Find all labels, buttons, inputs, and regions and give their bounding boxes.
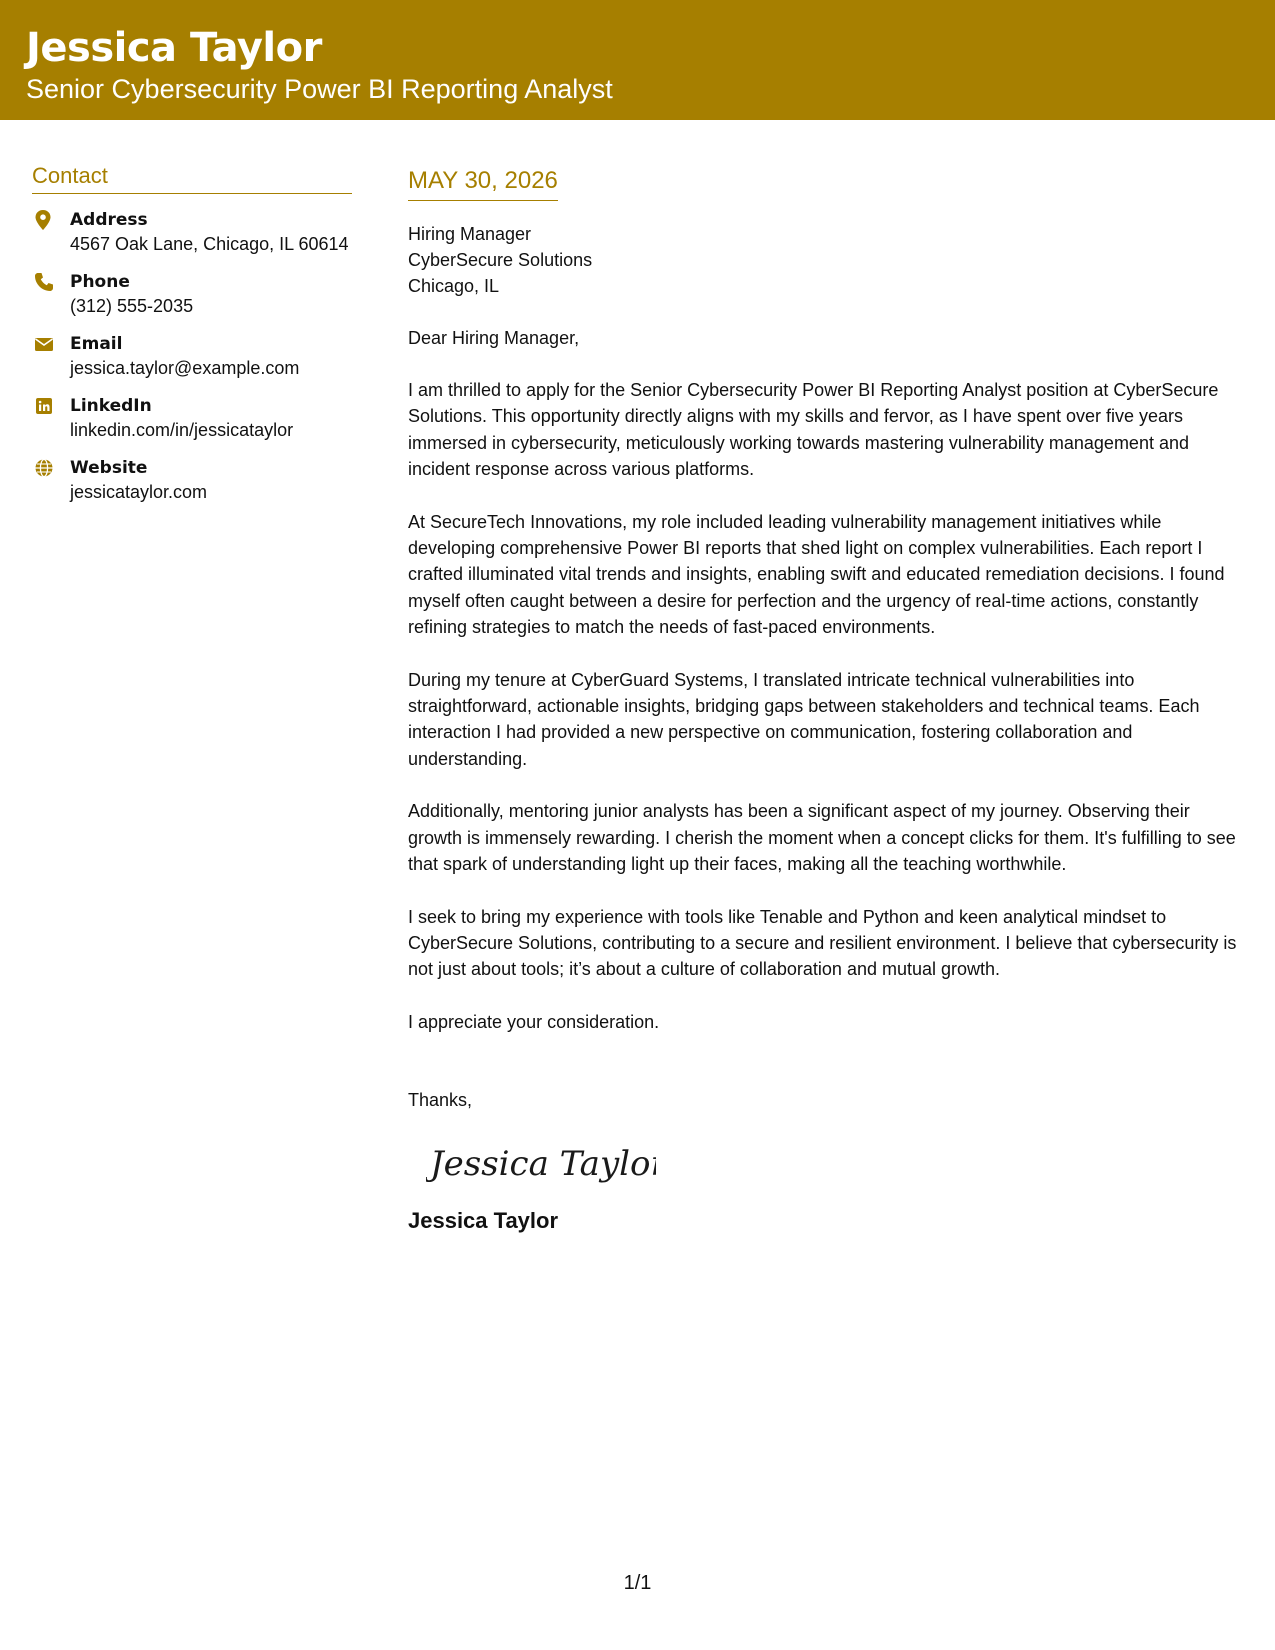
signer-name: Jessica Taylor (408, 1208, 559, 1234)
letter-paragraph: I appreciate your consideration. (408, 1011, 660, 1032)
page-header (0, 0, 1275, 120)
letter-paragraph: During my tenure at CyberGuard Systems, I translated intricate technical vulnerabilities into straightforward, actionable insights, bridging gaps between stakeholders and technical teams. Each interaction I had provided a new perspective on communication, fostering collaboration and understanding. (408, 669, 1200, 769)
contact-item-linkedin (32, 394, 352, 442)
salutation: Dear Hiring Manager, (408, 328, 580, 348)
contact-label: Phone (70, 272, 130, 292)
contact-list (32, 208, 352, 504)
letter-paragraph: At SecureTech Innovations, my role included leading vulnerability management initiatives while developing comprehensive Power BI reports that shed light on complex vulnerabilities. Each report I crafted illuminated vital trends and insights, enabling swift and educated remediation decisions. I found myself often caught between a desire for perfection and the urgency of real-time actions, constantly refining strategies to match the needs of fast-paced environments. (408, 511, 1225, 638)
recipient-line: CyberSecure Solutions (408, 250, 593, 270)
contact-label: Website (70, 458, 148, 478)
contact-value: 4567 Oak Lane, Chicago, IL 60614 (70, 234, 349, 254)
map-pin-icon (34, 210, 54, 230)
handwritten-signature (426, 1135, 656, 1195)
applicant-name: Jessica Taylor (26, 25, 322, 71)
recipient-line: Chicago, IL (408, 276, 500, 296)
contact-value: jessica.taylor@example.com (70, 358, 300, 378)
page-number: 1/1 (623, 1572, 652, 1594)
phone-icon (34, 272, 54, 292)
envelope-icon (34, 334, 54, 354)
contact-label: Address (70, 210, 148, 230)
contact-label: Email (70, 334, 123, 354)
contact-item-phone (32, 270, 352, 318)
recipient-block (408, 221, 1248, 299)
applicant-role: Senior Cybersecurity Power BI Reporting Analyst (26, 74, 613, 104)
contact-sidebar (32, 162, 352, 518)
contact-value: (312) 555-2035 (70, 296, 194, 316)
letter-paragraph: I seek to bring my experience with tools like Tenable and Python and keen analytical mindset to CyberSecure Solutions, contributing to a secure and resilient environment. I believe that cybersecurity is not just about tools; it’s about a culture of collaboration and mutual growth. (408, 906, 1237, 980)
signature-text: Jessica Taylor (430, 1144, 656, 1185)
contact-value: linkedin.com/in/jessicataylor (70, 420, 294, 440)
linkedin-icon (34, 396, 54, 416)
closing: Thanks, (408, 1090, 473, 1111)
letter-date: MAY 30, 2026 (408, 165, 558, 201)
globe-icon (34, 458, 54, 478)
contact-item-address (32, 208, 352, 256)
letter-paragraph: I am thrilled to apply for the Senior Cybersecurity Power BI Reporting Analyst position at CyberSecure Solutions. This opportunity directly aligns with my skills and fervor, as I have spent over five years immersed in cybersecurity, meticulously working towards mastering vulnerability management and incident response across various platforms. (408, 380, 1219, 480)
contact-item-email (32, 332, 352, 380)
recipient-line: Hiring Manager (408, 224, 532, 244)
letter-body (408, 165, 1248, 1235)
contact-section-title: Contact (32, 162, 352, 194)
letter-paragraph: Additionally, mentoring junior analysts has been a significant aspect of my journey. Observing their growth is immensely rewarding. I cherish the moment when a concept clicks for them. It's fulfilling to see that spark of understanding light up their faces, making all the teaching worthwhile. (408, 801, 1236, 875)
contact-value: jessicataylor.com (70, 482, 208, 502)
contact-item-website (32, 456, 352, 504)
contact-label: LinkedIn (70, 396, 152, 416)
